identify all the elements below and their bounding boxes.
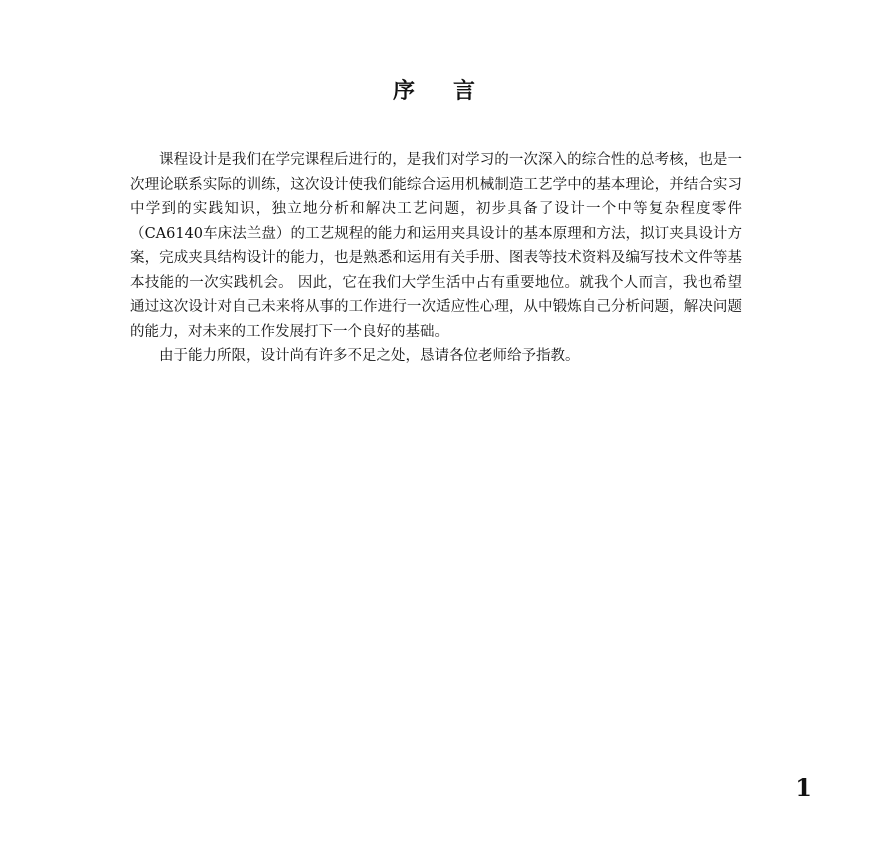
title-char-1: 序 (392, 78, 417, 104)
page-title (0, 74, 870, 105)
paragraph: 由于能力所限，设计尚有许多不足之处，恳请各位老师给予指教。 (159, 348, 580, 364)
title-char-2: 言 (453, 78, 478, 104)
paragraph: 课程设计是我们在学完课程后进行的，是我们对学习的一次深入的综合性的总考核，也是一次理论联系实际的训练，这次设计使我们能综合运用机械制造工艺学中的基本理论，并结合实习中学到的实践知识，独立地分析和解决工艺问题，初步具备了设计一个中等复杂程度零件（CA6140车床法兰盘）的工艺规程的能力和运用夹具设计的基本原理和方法，拟订夹具设计方案，完成夹具结构设计的能力，也是熟悉和运用有关手册、图表等技术资料及编写技术文件等基本技能的一次实践机会。 因此，它在我们大学生活中占有重要地位。就我个人而言，我也希望通过这次设计对自己未来将从事的工作进行一次适应性心理，从中锻炼自己分析问题，解决问题的能力，对未来的工作发展打下一个良好的基础。 (130, 152, 742, 340)
preface-body (130, 148, 742, 369)
page-number: 1 (795, 773, 812, 802)
